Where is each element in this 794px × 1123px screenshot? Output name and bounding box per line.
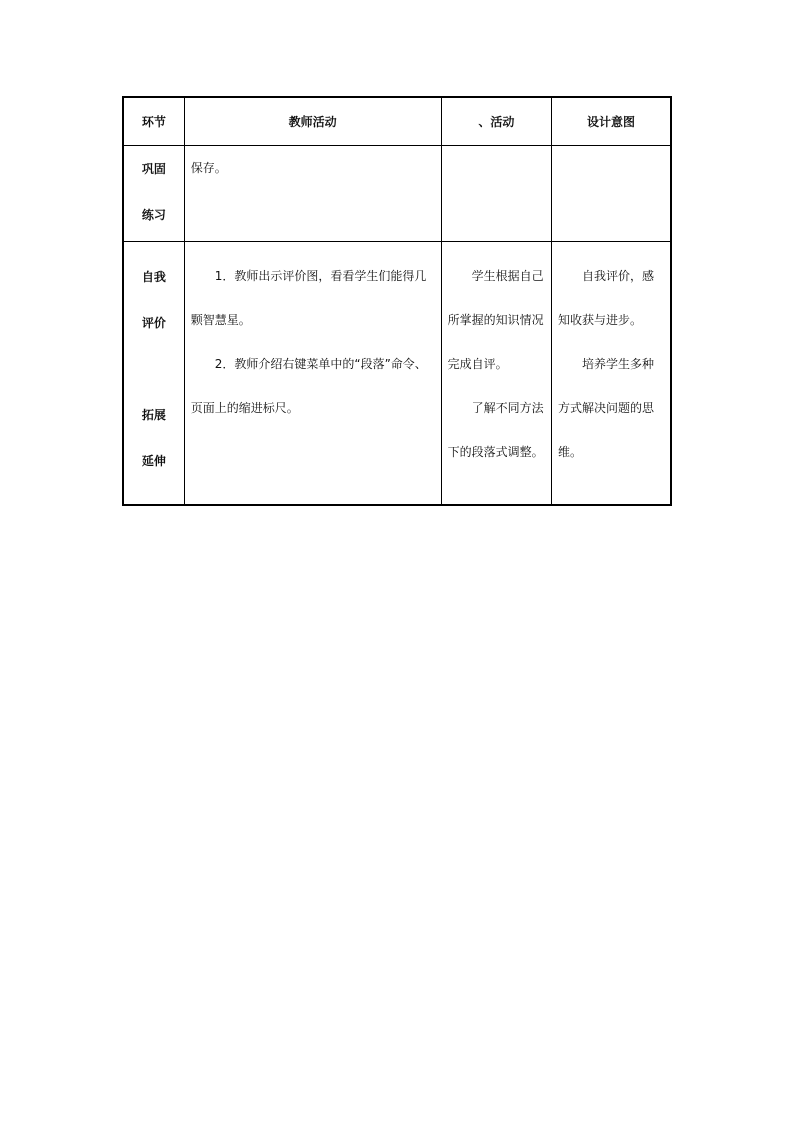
table-row — [123, 242, 671, 506]
teacher-activity-text: 保存。 — [190, 161, 227, 175]
lesson-plan-table — [122, 96, 672, 506]
segment-label: 巩固 — [141, 162, 166, 176]
segment-label: 自我 — [141, 270, 166, 284]
design-intent-cell — [552, 146, 671, 242]
design-intent-text: 培养学生多种方式解决问题的思维。 — [558, 357, 655, 459]
segment-label: 延伸 — [141, 454, 166, 468]
design-intent-cell — [552, 242, 671, 506]
header-design-intent: 设计意图 — [552, 97, 671, 146]
student-activity-text: 了解不同方法下的段落式调整。 — [447, 401, 544, 459]
header-student-activity: 、活动 — [441, 97, 551, 146]
table-row — [123, 146, 671, 242]
segment-label: 拓展 — [141, 408, 166, 422]
segment-label: 练习 — [141, 208, 166, 222]
teacher-activity-text: 1．教师出示评价图，看看学生们能得几颗智慧星。 — [190, 269, 427, 327]
header-teacher-activity: 教师活动 — [184, 97, 441, 146]
teacher-activity-text: 2．教师介绍右键菜单中的“段落”命令、页面上的缩进标尺。 — [190, 357, 427, 415]
segment-label: 评价 — [141, 316, 166, 330]
teacher-activity-cell — [184, 146, 441, 242]
teacher-activity-cell — [184, 242, 441, 506]
student-activity-cell — [441, 146, 551, 242]
design-intent-text: 自我评价，感知收获与进步。 — [558, 269, 655, 327]
student-activity-cell — [441, 242, 551, 506]
student-activity-text: 学生根据自己所掌握的知识情况完成自评。 — [447, 269, 544, 371]
header-segment: 环节 — [123, 97, 184, 146]
segment-cell — [123, 146, 184, 242]
segment-cell — [123, 242, 184, 506]
table-header-row — [123, 97, 671, 146]
